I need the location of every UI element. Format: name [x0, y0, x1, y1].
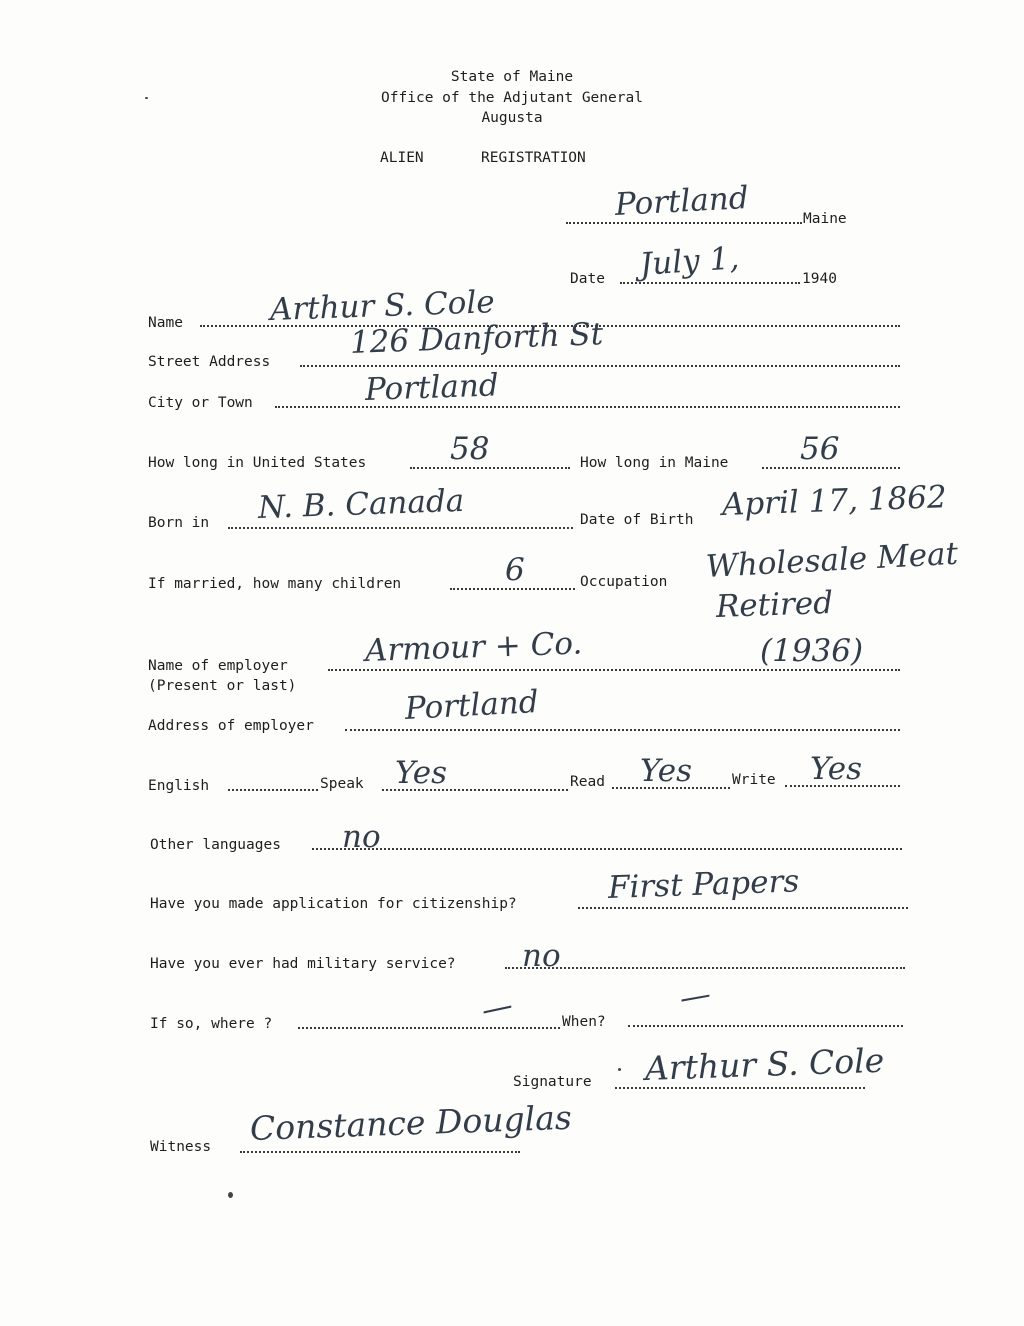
when-label: When?	[562, 1014, 606, 1030]
location-suffix: Maine	[803, 211, 847, 227]
when-dotted-line	[628, 1025, 903, 1027]
speak-label: Speak	[320, 776, 364, 792]
signature-label: Signature	[513, 1074, 592, 1090]
city-heading: Augusta	[481, 110, 543, 126]
years-maine-handwritten: 56	[800, 431, 840, 467]
form-title-alien: ALIEN	[380, 150, 424, 166]
born-in-label: Born in	[148, 515, 210, 531]
name-label: Name	[148, 315, 183, 331]
city-handwritten: Portland	[364, 367, 500, 408]
citizenship-label: Have you made application for citizenship?	[150, 896, 517, 912]
citizenship-dotted-line	[578, 907, 908, 909]
where-label: If so, where ?	[150, 1016, 273, 1032]
when-handwritten: —	[676, 975, 714, 1017]
other-languages-dotted-line	[312, 848, 902, 850]
children-dotted-line	[450, 588, 575, 590]
street-address-dotted-line	[300, 365, 900, 367]
street-address-handwritten: 126 Danforth St	[349, 316, 604, 361]
children-handwritten: 6	[505, 552, 525, 588]
witness-handwritten: Constance Douglas	[249, 1097, 573, 1148]
english-label: English	[148, 778, 210, 794]
years-us-label: How long in United States	[148, 455, 367, 471]
ink-speck	[228, 1192, 233, 1198]
employer-year-handwritten: (1936)	[760, 633, 864, 669]
employer-dotted-line	[328, 669, 900, 671]
signature-handwritten: Arthur S. Cole	[644, 1040, 885, 1088]
other-languages-label: Other languages	[150, 837, 281, 853]
military-dotted-line	[505, 967, 905, 969]
dob-handwritten: April 17, 1862	[721, 479, 948, 523]
date-year: 1940	[802, 271, 837, 287]
city-label: City or Town	[148, 395, 253, 411]
occupation-label: Occupation	[580, 574, 668, 590]
read-handwritten: Yes	[640, 753, 693, 789]
born-in-dotted-line	[228, 527, 573, 529]
witness-label: Witness	[150, 1139, 212, 1155]
citizenship-handwritten: First Papers	[607, 863, 800, 906]
military-handwritten: no	[522, 938, 561, 974]
where-dotted-line	[298, 1027, 560, 1029]
ink-speck	[618, 1068, 621, 1071]
location-dotted-line	[566, 222, 802, 224]
employer-label: Name of employer	[148, 658, 288, 674]
years-maine-label: How long in Maine	[580, 455, 729, 471]
employer-address-label: Address of employer	[148, 718, 314, 734]
ink-speck	[145, 97, 148, 99]
speak-handwritten: Yes	[395, 755, 448, 791]
dob-label: Date of Birth	[580, 512, 694, 528]
years-us-handwritten: 58	[450, 431, 490, 467]
name-handwritten: Arthur S. Cole	[269, 284, 496, 328]
born-in-handwritten: N. B. Canada	[257, 482, 465, 526]
employer-handwritten: Armour + Co.	[364, 625, 583, 669]
years-us-dotted-line	[410, 467, 570, 469]
military-label: Have you ever had military service?	[150, 956, 456, 972]
write-handwritten: Yes	[810, 751, 863, 787]
street-address-label: Street Address	[148, 354, 271, 370]
form-title-registration: REGISTRATION	[481, 150, 586, 166]
witness-dotted-line	[240, 1151, 520, 1153]
office-heading: Office of the Adjutant General	[381, 90, 643, 106]
location-handwritten: Portland	[614, 180, 750, 223]
employer-address-handwritten: Portland	[404, 684, 540, 727]
state-heading: State of Maine	[450, 69, 574, 85]
other-languages-handwritten: no	[342, 819, 381, 855]
english-dotted-line	[228, 789, 318, 791]
date-label: Date	[570, 271, 605, 287]
occupation-handwritten-second: Retired	[715, 584, 834, 625]
write-label: Write	[732, 772, 776, 788]
employer-address-dotted-line	[345, 729, 900, 731]
employer-sublabel: (Present or last)	[148, 678, 297, 694]
read-label: Read	[570, 774, 605, 790]
years-maine-dotted-line	[762, 467, 900, 469]
date-handwritten: July 1,	[638, 240, 741, 283]
where-handwritten: —	[478, 986, 516, 1029]
children-label: If married, how many children	[148, 576, 402, 592]
occupation-handwritten: Wholesale Meat	[705, 535, 959, 585]
